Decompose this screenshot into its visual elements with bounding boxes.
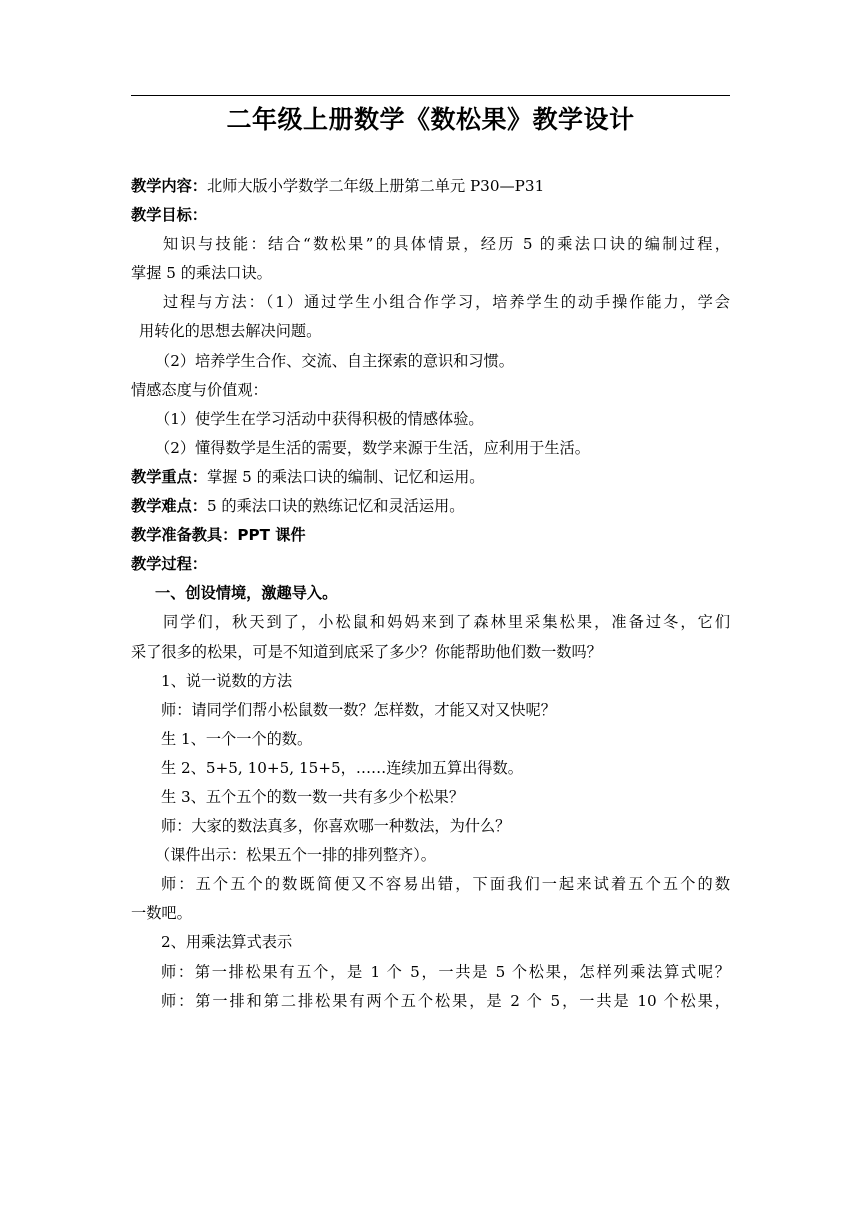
teacher-summary-line-1: 师：五个五个的数既简便又不容易出错，下面我们一起来试着五个五个的数 <box>161 875 730 894</box>
student-answer-3: 生 3、五个五个的数一数一共有多少个松果？ <box>161 787 465 806</box>
emotion-item-2: （2）懂得数学是生活的需要，数学来源于生活，应利用于生活。 <box>155 438 590 457</box>
teaching-key-value: 掌握 5 的乘法口诀的编制、记忆和运用。 <box>206 467 485 486</box>
teacher-question-2: 师：大家的数法真多，你喜欢哪一种数法，为什么？ <box>161 817 511 836</box>
teaching-key-line <box>131 463 730 492</box>
process-method-line-2: 用转化的思想去解决问题。 <box>139 322 322 341</box>
teaching-tools-line: 教学准备教具：PPT 课件 <box>131 526 306 545</box>
document-body <box>131 172 730 1016</box>
emotion-values-label: 情感态度与价值观： <box>131 380 268 399</box>
teacher-summary-line-2: 一数吧。 <box>131 904 192 923</box>
student-answer-2: 生 2、5+5, 10+5, 15+5，……连续加五算出得数。 <box>161 758 523 777</box>
teaching-content-line <box>131 172 730 201</box>
teacher-row-1: 师：第一排松果有五个，是 1 个 5，一共是 5 个松果，怎样列乘法算式呢？ <box>161 962 730 981</box>
teaching-content-value: 北师大版小学数学二年级上册第二单元 P30—P31 <box>206 177 545 195</box>
teaching-goals-label: 教学目标： <box>131 206 207 225</box>
process-method-line-1: 过程与方法：（1）通过学生小组合作学习，培养学生的动手操作能力，学会 <box>163 293 730 312</box>
student-answer-1: 生 1、一个一个的数。 <box>161 729 313 748</box>
section-1-heading: 一、创设情境，激趣导入。 <box>155 584 338 603</box>
teaching-content-label: 教学内容： <box>131 177 207 195</box>
knowledge-skill-line-1: 知识与技能：结合“数松果”的具体情景，经历 5 的乘法口诀的编制过程， <box>163 235 730 254</box>
step-2-heading: 2、用乘法算式表示 <box>161 933 293 952</box>
teacher-question-1: 师：请同学们帮小松鼠数一数？怎样数，才能又对又快呢？ <box>161 700 556 719</box>
header-rule <box>131 95 730 96</box>
teaching-process-label: 教学过程： <box>131 555 207 574</box>
intro-line-2: 采了很多的松果，可是不知道到底采了多少？你能帮助他们数一数吗？ <box>131 642 602 661</box>
step-1-heading: 1、说一说数的方法 <box>161 671 293 690</box>
knowledge-skill-line-2: 掌握 5 的乘法口诀。 <box>131 264 272 283</box>
emotion-item-1: （1）使学生在学习活动中获得积极的情感体验。 <box>155 409 484 428</box>
intro-line-1: 同学们，秋天到了，小松鼠和妈妈来到了森林里采集松果，准备过冬，它们 <box>163 613 730 632</box>
teacher-row-2: 师：第一排和第二排松果有两个五个松果，是 2 个 5，一共是 10 个松果， <box>161 991 730 1010</box>
teaching-key-label: 教学重点： <box>131 467 207 486</box>
process-method-item-2: （2）培养学生合作、交流、自主探索的意识和习惯。 <box>155 351 514 370</box>
teaching-difficulty-label: 教学难点： <box>131 497 207 516</box>
teaching-difficulty-line <box>131 492 730 521</box>
courseware-note: （课件出示：松果五个一排的排列整齐）。 <box>155 846 436 865</box>
document-title: 二年级上册数学《数松果》教学设计 <box>226 105 635 134</box>
teaching-difficulty-value: 5 的乘法口诀的熟练记忆和灵活运用。 <box>206 497 465 516</box>
